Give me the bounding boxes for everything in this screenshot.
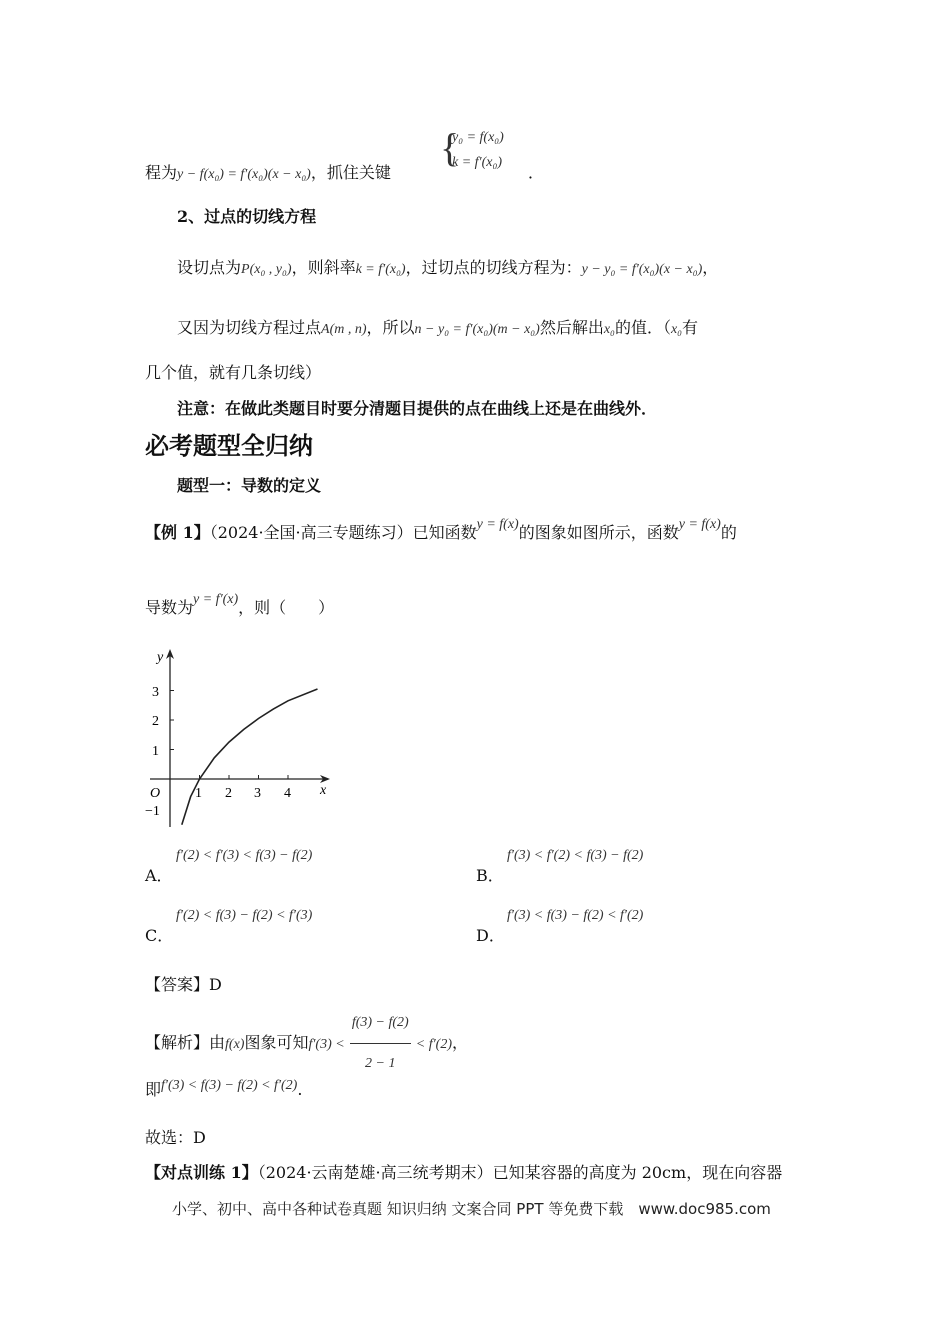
system-line-2: k = f′(x₀) — [452, 155, 503, 170]
origin-label: O — [150, 786, 161, 801]
option-c-label: C． — [145, 926, 174, 945]
option-d: f′(3) < f(3) − f(2) < f′(2) — [507, 908, 644, 923]
y-axis-label: y — [157, 650, 164, 665]
note: 注意：在做此类题目时要分清题目提供的点在曲线上还是在曲线外． — [177, 399, 658, 418]
analysis-text-3: ， — [452, 1033, 469, 1052]
tangent-equation: y − f(x₀) = f′(x₀)(x − x₀) — [177, 167, 311, 182]
function-curve — [182, 689, 318, 825]
choose: 故选：D — [145, 1128, 206, 1147]
p1-text-4: ， — [702, 258, 719, 277]
paragraph-1 — [177, 255, 718, 278]
p1-math-1: P(x₀ , y₀) — [241, 262, 292, 277]
example-text-5: ，则（ ） — [238, 598, 335, 617]
p1-math-3: y − y₀ = f′(x₀)(x − x₀) — [581, 262, 703, 277]
y-tick-label-3: 3 — [152, 685, 159, 700]
analysis-text-4: 即 — [145, 1080, 162, 1099]
option-b: f′(3) < f′(2) < f(3) − f(2) — [507, 848, 644, 863]
analysis-text-5: . — [297, 1080, 303, 1099]
example-line-2 — [145, 592, 335, 618]
line1-mid: ，抓住关键 — [310, 163, 391, 182]
analysis-label: 【解析】 — [145, 1033, 210, 1052]
example-line-1 — [145, 517, 737, 543]
system-line-1: y₀ = f(x₀) — [452, 130, 504, 145]
analysis-text-1: 由 — [209, 1033, 226, 1052]
p2-math-3: x₀ — [603, 322, 615, 337]
line1 — [145, 160, 391, 183]
difference-quotient — [350, 1003, 411, 1084]
p2-text-1: 又因为切线方程过点 — [177, 318, 322, 337]
analysis-math-2b: < f′(2) — [415, 1037, 453, 1052]
analysis-math-2a: f′(3) < — [308, 1037, 345, 1052]
example-text-4: 导数为 — [145, 598, 194, 617]
y-tick-label-neg1: −1 — [145, 804, 160, 819]
example-label: 【例 1】 — [145, 523, 210, 542]
answer: 【答案】D — [145, 975, 222, 994]
x-axis-label: x — [320, 783, 327, 798]
y-tick-label-2: 2 — [152, 714, 159, 729]
fraction-denominator: 2 − 1 — [365, 1056, 396, 1071]
footer: 小学、初中、高中各种试卷真题 知识归纳 文案合同 PPT 等免费下载 www.doc985.com — [172, 1200, 771, 1218]
p2-text-3: 然后解出 — [539, 318, 604, 337]
y-tick-label-1: 1 — [152, 744, 159, 759]
p1-text-2: ，则斜率 — [291, 258, 356, 277]
example-text-2: 的图象如图所示，函数 — [518, 523, 679, 542]
p1-math-2: k = f′(x₀) — [355, 262, 406, 277]
example-math-3: y = f′(x) — [193, 592, 239, 607]
option-a-label: A． — [145, 866, 173, 885]
training-label: 【对点训练 1】 — [145, 1163, 258, 1182]
example-math-2: y = f(x) — [678, 517, 721, 532]
section-heading: 必考题型全归纳 — [145, 431, 313, 460]
p2-math-2: n − y₀ = f′(x₀)(m − x₀) — [414, 322, 540, 337]
p2-text-5: 有 — [682, 318, 699, 337]
analysis-text-2: 图象可知 — [244, 1033, 309, 1052]
paragraph-2 — [177, 315, 698, 338]
option-d-label: D． — [476, 926, 505, 945]
p1-text-3: ，过切点的切线方程为： — [405, 258, 582, 277]
x-tick-label-2: 2 — [225, 786, 232, 801]
p2-math-4: x₀ — [670, 322, 683, 337]
x-tick-label-1: 1 — [195, 786, 202, 801]
fraction-numerator: f(3) − f(2) — [350, 1003, 411, 1044]
x-tick-label-3: 3 — [254, 786, 261, 801]
option-a: f′(2) < f′(3) < f(3) − f(2) — [176, 848, 313, 863]
training-text: （2024·云南楚雄·高三统考期末）已知某容器的高度为 20cm，现在向容器 — [257, 1163, 783, 1182]
analysis-math-1: f(x) — [225, 1037, 245, 1052]
analysis-line-2 — [145, 1077, 302, 1100]
p2-text-4: 的值．（ — [614, 318, 671, 337]
example-math-1: y = f(x) — [476, 517, 519, 532]
training-line — [145, 1160, 782, 1183]
example-text-3: 的 — [720, 523, 737, 542]
type-title: 题型一：导数的定义 — [177, 476, 322, 495]
paragraph-2-cont: 几个值，就有几条切线） — [145, 363, 322, 382]
analysis-math-3: f′(3) < f(3) − f(2) < f′(2) — [161, 1078, 298, 1093]
option-b-label: B． — [476, 866, 504, 885]
section-title: 2、过点的切线方程 — [177, 207, 317, 226]
p1-text-1: 设切点为 — [177, 258, 242, 277]
x-tick-label-4: 4 — [284, 786, 291, 801]
line1-prefix: 程为 — [145, 163, 178, 182]
option-c: f′(2) < f(3) − f(2) < f′(3) — [176, 908, 313, 923]
p2-math-1: A(m , n) — [321, 322, 367, 337]
system-brace: { — [440, 125, 460, 170]
line1-end: ． — [528, 163, 545, 182]
p2-text-2: ，所以 — [366, 318, 415, 337]
analysis-line-1 — [145, 1003, 468, 1084]
function-graph — [140, 645, 340, 835]
example-source: （2024·全国·高三专题练习）已知函数 — [209, 523, 477, 542]
